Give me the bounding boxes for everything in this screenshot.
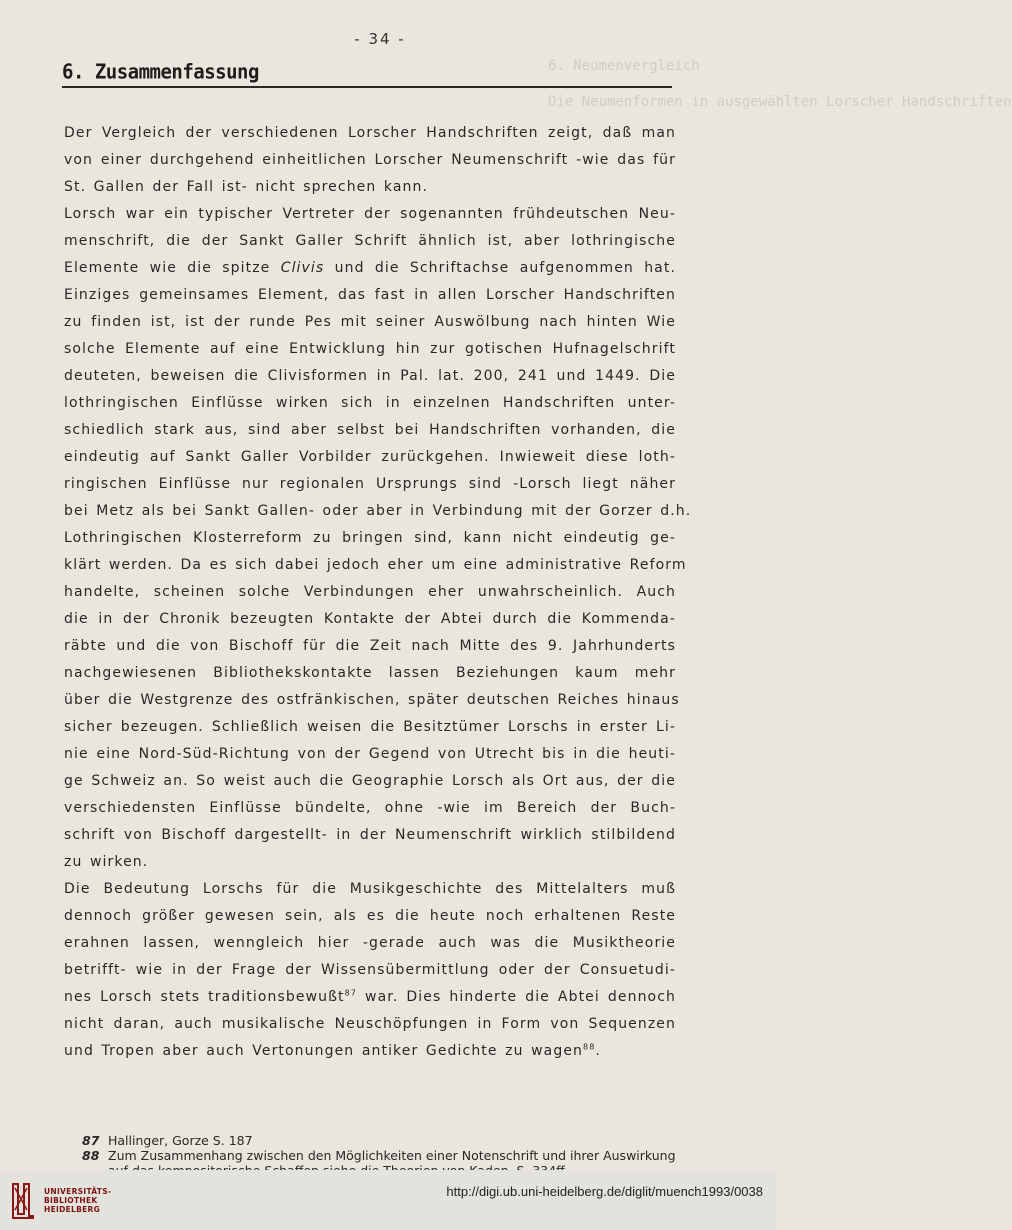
text-line: erahnen lassen, wenngleich hier -gerade auch was die Musiktheorie [64,935,676,951]
text-line: nes Lorsch stets traditionsbewußt$^{87}$ war. Dies hinderte die Abtei dennoch [64,988,676,1005]
text-line: und Tropen aber auch Vertonungen antiker Gedichte zu wagen$^{88}$. [64,1042,601,1059]
text-line: St. Gallen der Fall ist- nicht sprechen kann. [64,179,429,195]
footnote-number: 87 [82,1133,100,1148]
text-line: nachgewiesenen Bibliothekskontakte lassen Beziehungen kaum mehr [64,665,676,681]
text-line: solche Elemente auf eine Entwicklung hin zur gotischen Hufnagelschrift [64,341,676,357]
footnote-text: Hallinger, Gorze S. 187 [108,1133,253,1148]
text-line: klärt werden. Da es sich dabei jedoch eher um eine administrative Reform [64,557,687,573]
text-line: nicht daran, auch musikalische Neuschöpfungen in Form von Sequenzen [64,1016,676,1032]
text-line: die in der Chronik bezeugten Kontakte der Abtei durch die Kommenda- [64,611,676,627]
body-text [64,120,692,1065]
text-line: Lothringischen Klosterreform zu bringen sind, kann nicht eindeutig ge- [64,530,676,546]
bleed-through-text [548,55,1012,113]
text-line: schiedlich stark aus, sind aber selbst bei Handschriften vorhanden, die [64,422,676,438]
text-line: sicher bezeugen. Schließlich weisen die Besitztümer Lorschs in erster Li- [64,719,676,735]
text-line: Elemente wie die spitze Clivis und die Schriftachse aufgenommen hat. [64,260,676,276]
text-line: zu wirken. [64,854,149,870]
library-name-line3: HEIDELBERG [44,1205,101,1214]
text-line: von einer durchgehend einheitlichen Lorscher Neumenschrift -wie das für [64,152,676,168]
title-divider [62,86,672,88]
library-logo-icon [10,1180,36,1220]
text-line: zu finden ist, ist der runde Pes mit seiner Auswölbung nach hinten Wie [64,314,676,330]
footer-bar [0,1170,777,1230]
text-line: ringischen Einflüsse nur regionalen Ursprungs sind -Lorsch liegt näher [64,476,676,492]
text-line: nie eine Nord-Süd-Richtung von der Gegend von Utrecht bis in die heuti- [64,746,676,762]
text-line: räbte und die von Bischoff für die Zeit nach Mitte des 9. Jahrhunderts [64,638,676,654]
text-line: Die Bedeutung Lorschs für die Musikgeschichte des Mittelalters muß [64,881,676,897]
text-line: verschiedensten Einflüsse bündelte, ohne -wie im Bereich der Buch- [64,800,676,816]
bleed-through-heading: 6. Neumenvergleich [548,58,700,74]
text-line: über die Westgrenze des ostfränkischen, später deutschen Reiches hinaus [64,692,680,708]
text-line: schrift von Bischoff dargestellt- in der Neumenschrift wirklich stilbildend [64,827,676,843]
footnote-number: 88 [82,1148,100,1163]
text-line: Einziges gemeinsames Element, das fast in allen Lorscher Handschriften [64,287,676,303]
text-line: eindeutig auf Sankt Galler Vorbilder zurückgehen. Inwieweit diese loth- [64,449,676,465]
text-line: Der Vergleich der verschiedenen Lorscher Handschriften zeigt, daß man [64,125,676,141]
text-line: dennoch größer gewesen sein, als es die heute noch erhaltenen Reste [64,908,676,924]
text-line: Lorsch war ein typischer Vertreter der sogenannten frühdeutschen Neu- [64,206,676,222]
text-line: handelte, scheinen solche Verbindungen eher unwahrscheinlich. Auch [64,584,676,600]
text-line: ge Schweiz an. So weist auch die Geographie Lorsch als Ort aus, der die [64,773,676,789]
library-name-line2: BIBLIOTHEK [44,1196,98,1205]
text-line: lothringischen Einflüsse wirken sich in einzelnen Handschriften unter- [64,395,676,411]
footnote [82,1133,682,1148]
footnote-text: Zum Zusammenhang zwischen den Möglichkeiten einer Notenschrift und ihrer Auswirkung [108,1148,676,1163]
text-line: betrifft- wie in der Frage der Wissensübermittlung oder der Consuetudi- [64,962,676,978]
bleed-through-subheading: Die Neumenformen in ausgewählten Lorscher Handschriften [548,94,1012,110]
library-name-line1: UNIVERSITÄTS- [44,1187,112,1196]
text-line: menschrift, die der Sankt Galler Schrift ähnlich ist, aber lothringische [64,233,676,249]
text-line: bei Metz als bei Sankt Gallen- oder aber in Verbindung mit der Gorzer d.h. [64,503,692,519]
library-logo-text [44,1187,111,1214]
section-title: 6. Zusammenfassung [62,60,259,84]
page-number: - 34 - [354,30,406,48]
source-url-link[interactable]: http://digi.ub.uni-heidelberg.de/diglit/muench1993/0038 [446,1184,763,1199]
text-line: deuteten, beweisen die Clivisformen in Pal. lat. 200, 241 und 1449. Die [64,368,676,384]
